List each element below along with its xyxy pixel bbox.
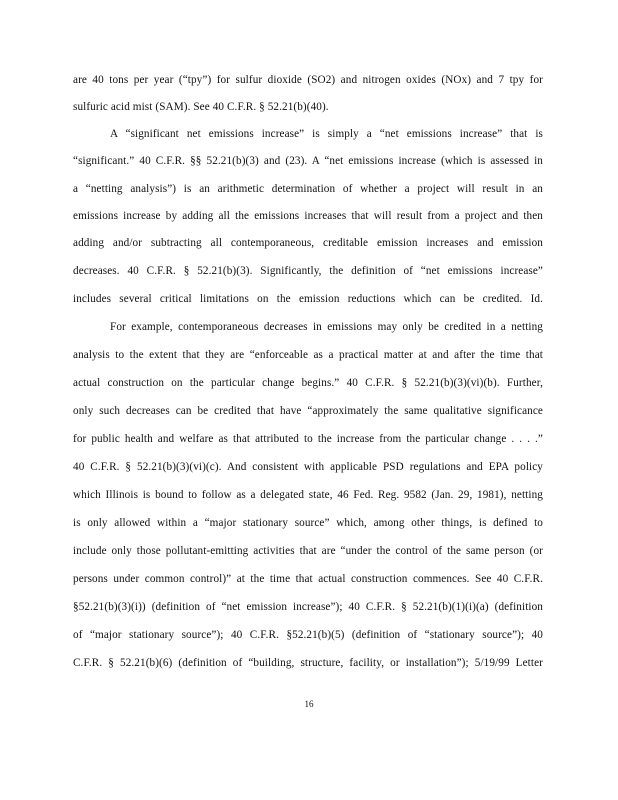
- text-line: 40 C.F.R. § 52.21(b)(3)(vi)(c). And consistent with applicable PSD regulations and EPA policy: [73, 461, 543, 473]
- text-line: analysis to the extent that they are “enforceable as a practical matter at and after the time that: [73, 349, 543, 361]
- text-line: are 40 tons per year (“tpy”) for sulfur dioxide (SO2) and nitrogen oxides (NOx) and 7 tpy for: [73, 74, 543, 86]
- text-line: sulfuric acid mist (SAM). See 40 C.F.R. § 52.21(b)(40).: [73, 101, 329, 113]
- text-line: for public health and welfare as that attributed to the increase from the particular change . . . .”: [73, 433, 543, 445]
- text-line: includes several critical limitations on the emission reductions which can be credited. Id.: [73, 293, 543, 305]
- text-line: adding and/or subtracting all contemporaneous, creditable emission increases and emission: [73, 237, 543, 249]
- text-line: C.F.R. § 52.21(b)(6) (definition of “building, structure, facility, or installation”); 5/19/99 Letter: [73, 657, 543, 669]
- text-line: emissions increase by adding all the emissions increases that will result from a project and then: [73, 210, 543, 222]
- text-line: include only those pollutant-emitting activities that are “under the control of the same person (or: [73, 545, 543, 557]
- text-line: actual construction on the particular change begins.” 40 C.F.R. § 52.21(b)(3)(vi)(b). Further,: [73, 377, 543, 389]
- text-line: only such decreases can be credited that have “approximately the same qualitative significance: [73, 405, 543, 417]
- text-line: a “netting analysis”) is an arithmetic determination of whether a project will result in an: [73, 183, 543, 195]
- text-line: is only allowed within a “major stationary source” which, among other things, is defined to: [73, 517, 543, 529]
- text-line: For example, contemporaneous decreases in emissions may only be credited in a netting: [110, 321, 543, 333]
- text-line: which Illinois is bound to follow as a delegated state, 46 Fed. Reg. 9582 (Jan. 29, 1981), netting: [73, 489, 543, 501]
- text-line: A “significant net emissions increase” is simply a “net emissions increase” that is: [110, 128, 543, 140]
- text-line: persons under common control)” at the time that actual construction commences. See 40 C.F.R.: [73, 573, 543, 585]
- text-line: §52.21(b)(3)(i)) (definition of “net emission increase”); 40 C.F.R. § 52.21(b)(1)(i)(a) (definition: [73, 601, 543, 613]
- text-line: of “major stationary source”); 40 C.F.R. §52.21(b)(5) (definition of “stationary source”); 40: [73, 629, 543, 641]
- text-line: decreases. 40 C.F.R. § 52.21(b)(3). Significantly, the definition of “net emissions increase”: [73, 265, 543, 277]
- text-line: “significant.” 40 C.F.R. §§ 52.21(b)(3) and (23). A “net emissions increase (which is assessed in: [73, 155, 543, 167]
- page-number: 16: [304, 699, 314, 709]
